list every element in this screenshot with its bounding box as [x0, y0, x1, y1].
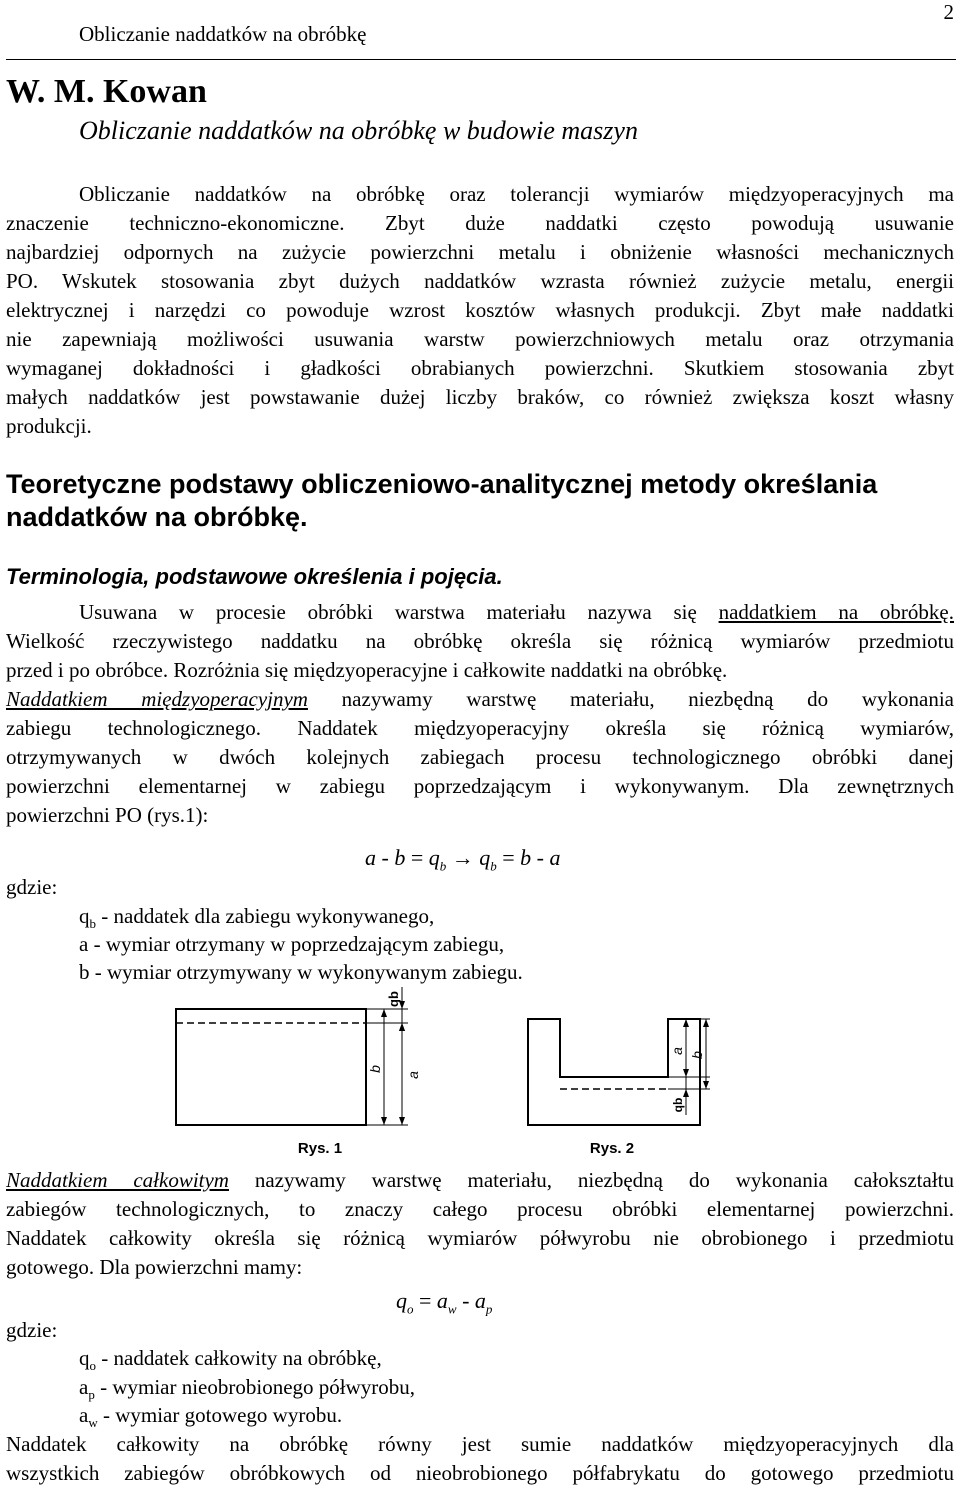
subsection-heading: Terminologia, podstawowe określenia i pojęcia. [6, 564, 503, 589]
fig2-caption: Rys. 2 [589, 1140, 635, 1157]
formula-symbol: b [394, 845, 406, 870]
formula-subscript: p [485, 1301, 493, 1317]
def-text: - wymiar gotowego wyrobu. [97, 1403, 343, 1427]
arrow-icon: → [446, 845, 480, 870]
def-text: - naddatek dla zabiegu wykonywanego, [96, 904, 435, 928]
formula-symbol: a [474, 1288, 486, 1313]
terms-line: powierzchni PO (rys.1): [6, 803, 209, 827]
total-line: gotowego. Dla powierzchni mamy: [6, 1255, 303, 1279]
term-naddatek: naddatkiem na obróbkę. [718, 600, 954, 624]
formula-total [396, 1287, 492, 1315]
def-text: - wymiar otrzymywany w wykonywanym zabiegu. [89, 960, 523, 984]
formula-op: = [413, 1288, 437, 1313]
definition-item [79, 1401, 342, 1429]
terms-text: nazywamy warstwę materiału, niezbędną do wykonania [307, 687, 954, 711]
formula-op: - [531, 845, 550, 870]
definition-item [79, 1373, 415, 1401]
intro-line: znaczenie techniczno-ekonomiczne. Zbyt duże naddatki często powodują usuwanie [6, 211, 954, 235]
fig1-part-outline [176, 1009, 366, 1125]
running-header-title: Obliczanie naddatków na obróbkę [79, 22, 367, 46]
terms-line: zabiegu technologicznego. Naddatek międzyoperacyjny określa się różnicą wymiarów, [6, 716, 954, 740]
total-text: nazywamy warstwę materiału, niezbędną do wykonania całokształtu [228, 1168, 955, 1192]
intro-line: PO. Wskutek stosowania zbyt dużych naddatków wzrasta również zużycie metalu, energii [6, 269, 954, 293]
terms-text: Usuwana w procesie obróbki warstwa materiału nazywa się [79, 600, 719, 624]
intro-line: wymaganej dokładności i gładkości obrabianych powierzchni. Skutkiem stosowania zbyt [6, 356, 954, 380]
arrowhead-icon [703, 1019, 709, 1027]
formula-op: = [496, 845, 521, 870]
arrowhead-icon [703, 1081, 709, 1089]
terms-line: otrzymywanych w dwóch kolejnych zabiegach procesu technologicznego obróbki danej [6, 745, 954, 769]
formula-subscript: w [447, 1301, 457, 1317]
figure-1 [176, 987, 421, 1157]
definition-item [79, 1344, 382, 1372]
definition-item [79, 902, 434, 930]
formula-symbol: b [520, 845, 532, 870]
def-subscript: o [89, 1358, 96, 1374]
total-line: Naddatek całkowity określa się różnicą wymiarów półwyrobu nie obrobionego i przedmiotu [6, 1226, 954, 1250]
terms-line: Wielkość rzeczywistego naddatku na obróbkę określa się różnicą wymiarów przedmiotu [6, 629, 954, 653]
term-calkowity: Naddatkiem całkowitym [6, 1168, 229, 1192]
def-symbol: a [79, 1403, 89, 1427]
where-label: gdzie: [6, 1318, 58, 1342]
def-text: - naddatek całkowity na obróbkę, [96, 1346, 382, 1370]
formula-symbol: a [436, 1288, 448, 1313]
fig1-label-a: a [405, 1071, 421, 1079]
formula-symbol: q [479, 845, 491, 870]
term-miedzyoperacyjny: Naddatkiem międzyoperacyjnym [6, 687, 308, 711]
closing-line: Naddatek całkowity na obróbkę równy jest sumie naddatków międzyoperacyjnych dla [6, 1432, 954, 1456]
def-text: - wymiar otrzymany w poprzedzającym zabiegu, [88, 932, 505, 956]
def-subscript: w [88, 1415, 98, 1431]
def-symbol: a [79, 932, 89, 956]
def-symbol: b [79, 960, 90, 984]
figure-2 [528, 1019, 710, 1157]
arrowhead-icon [381, 1009, 387, 1017]
def-symbol: q [79, 1346, 90, 1370]
fig2-label-a: a [669, 1047, 685, 1055]
fig1-label-qb: qb [386, 991, 401, 1007]
formula-subscript: b [439, 858, 447, 874]
formula-symbol: a [549, 845, 561, 870]
arrowhead-icon [399, 1117, 405, 1125]
section-heading: Teoretyczne podstawy obliczeniowo-analitycznej metody określania naddatków na obróbkę. [6, 469, 878, 532]
arrowhead-icon [381, 1117, 387, 1125]
figures-rys1-rys2 [170, 985, 710, 1160]
formula-op: - [456, 1288, 475, 1313]
total-line [6, 1166, 954, 1195]
terms-line [6, 598, 954, 627]
intro-line: elektrycznej i narzędzi co powoduje wzrost kosztów własnych produkcji. Zbyt małe naddatki [6, 298, 954, 322]
formula-symbol: q [396, 1288, 407, 1313]
fig1-label-b: b [367, 1065, 383, 1073]
arrowhead-icon [399, 1023, 405, 1031]
author-name: W. M. Kowan [6, 73, 207, 110]
total-line: zabiegów technologicznych, to znaczy całego procesu obróbki elementarnej powierzchni. [6, 1197, 954, 1221]
closing-line: wszystkich zabiegów obróbkowych od nieobrobionego półfabrykatu do gotowego przedmiotu [6, 1461, 954, 1485]
formula-subscript: o [407, 1301, 414, 1317]
total-paragraph [6, 1166, 954, 1282]
header-rule [6, 59, 956, 60]
book-title: Obliczanie naddatków na obróbkę w budowie maszyn [79, 116, 638, 145]
formula-interoperational [365, 844, 561, 872]
formula-subscript: b [490, 858, 497, 874]
intro-line: najbardziej odpornych na zużycie powierzchni metalu i obniżenie własności mechanicznych [6, 240, 954, 264]
intro-paragraph [6, 180, 954, 441]
formula-symbol: a [365, 845, 376, 870]
formula-op: = [405, 845, 429, 870]
definition-item [79, 958, 523, 986]
formula-symbol: q [428, 845, 440, 870]
def-symbol: a [79, 1375, 89, 1399]
terms-paragraph [6, 598, 954, 830]
def-text: - wymiar nieobrobionego półwyrobu, [94, 1375, 416, 1399]
fig1-caption: Rys. 1 [297, 1140, 343, 1157]
page-number: 2 [943, 0, 954, 24]
intro-line: produkcji. [6, 414, 92, 438]
closing-paragraph [6, 1430, 954, 1488]
fig2-label-qb: qb [671, 1097, 685, 1113]
fig2-label-b: b [689, 1051, 705, 1059]
definition-item [79, 930, 504, 958]
intro-line: nie zapewniają możliwości usuwania warstw powierzchniowych metalu oraz otrzymania [6, 327, 954, 351]
terms-line [6, 685, 954, 714]
def-subscript: p [88, 1387, 95, 1403]
where-label: gdzie: [6, 875, 58, 899]
terms-line: przed i po obróbce. Rozróżnia się międzyoperacyjne i całkowite naddatki na obróbkę. [6, 658, 728, 682]
formula-op: - [376, 845, 395, 870]
intro-line: Obliczanie naddatków na obróbkę oraz tolerancji wymiarów międzyoperacyjnych ma [79, 182, 954, 206]
def-subscript: b [89, 916, 96, 932]
terms-line: powierzchni elementarnej w zabiegu poprzedzającym i wykonywanym. Dla zewnętrznych [6, 774, 954, 798]
intro-line: małych naddatków jest powstawanie dużej liczby braków, co również zwiększa koszt własny [6, 385, 954, 409]
def-symbol: q [79, 904, 90, 928]
